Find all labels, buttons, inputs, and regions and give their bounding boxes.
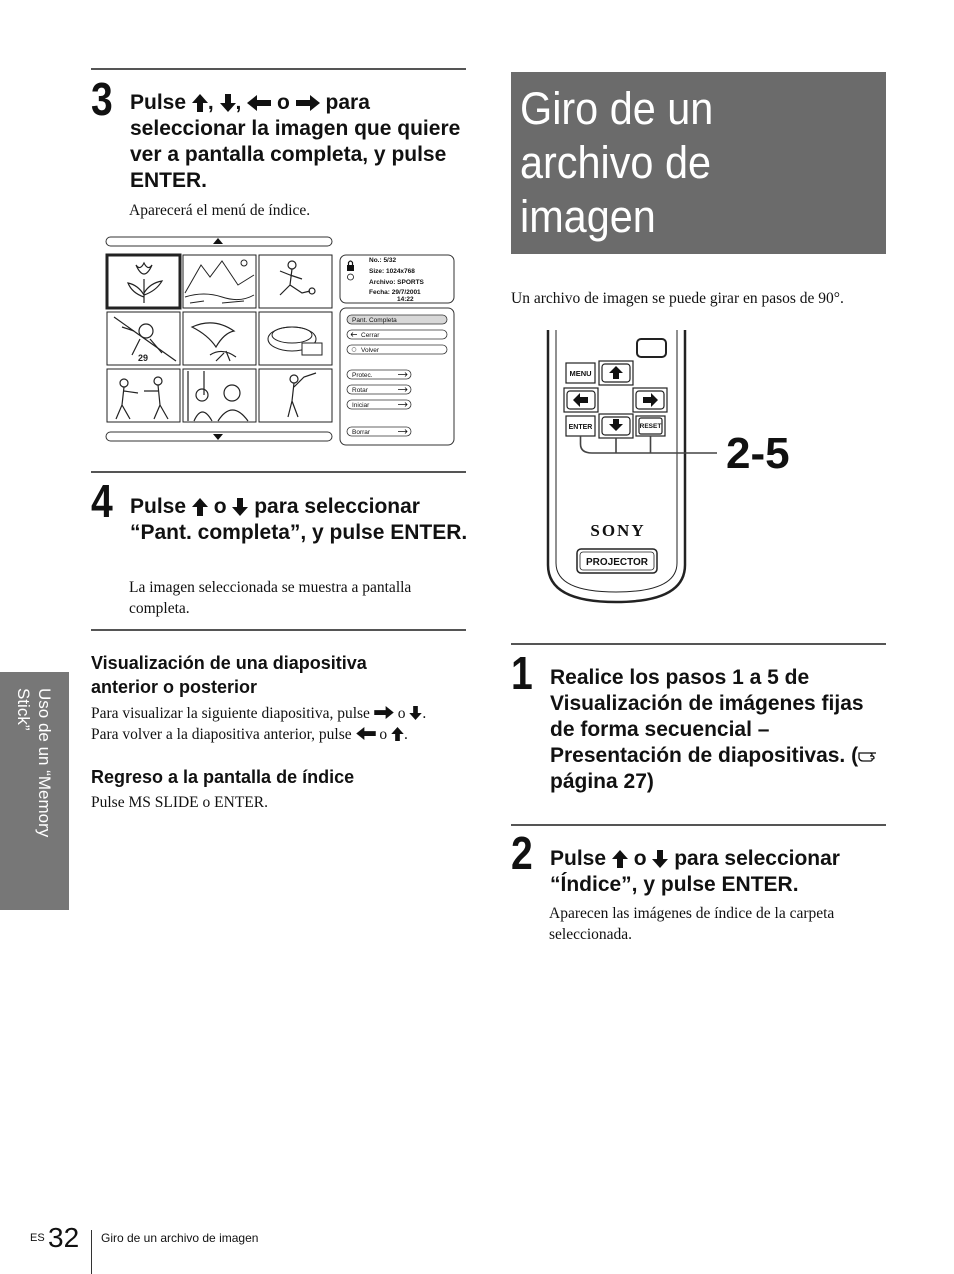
svg-text:No.: 5/32: No.: 5/32 — [369, 257, 397, 264]
step3-top-rule — [91, 68, 466, 70]
svg-text:29: 29 — [138, 353, 149, 363]
svg-text:Volver: Volver — [361, 347, 380, 354]
step1-heading: Realice los pasos 1 a 5 de Visualización de imágenes fijas de forma secuencial – Presentación de diapositivas. ( página 27) — [550, 665, 885, 795]
arrow-down-icon — [220, 94, 236, 112]
side-tab — [0, 672, 69, 910]
step3-heading: Pulse , , o para seleccionar la imagen que quiere ver a pantalla completa, y pulse ENTER. — [130, 91, 461, 192]
svg-text:Pant. Completa: Pant. Completa — [352, 317, 397, 324]
prev-next-heading: Visualización de una diapositiva anterior o posterior — [91, 653, 367, 697]
footer-lang: ES — [30, 1232, 45, 1244]
step3-number: 3 — [91, 73, 113, 125]
footer-section: Giro de un archivo de imagen — [101, 1231, 259, 1245]
step4-top-rule — [91, 471, 466, 473]
arrow-up-icon — [391, 727, 404, 741]
arrow-up-icon — [192, 94, 208, 112]
intro-text: Un archivo de imagen se puede girar en pasos de 90°. — [511, 290, 844, 307]
svg-text:14:22: 14:22 — [397, 296, 414, 303]
svg-text:RESET: RESET — [639, 423, 662, 430]
step1-number: 1 — [511, 647, 533, 699]
svg-text:Archivo: SPORTS: Archivo: SPORTS — [369, 279, 424, 286]
arrow-right-icon — [296, 95, 320, 111]
arrow-down-icon — [232, 498, 248, 516]
step2-top-rule — [511, 824, 886, 826]
remote-illustration — [540, 330, 800, 610]
step2-number: 2 — [511, 827, 533, 879]
arrow-left-icon — [247, 95, 271, 111]
svg-text:Cerrar: Cerrar — [361, 332, 380, 339]
arrow-up-icon — [192, 498, 208, 516]
svg-text:PROJECTOR: PROJECTOR — [585, 557, 649, 568]
arrow-up-icon — [612, 850, 628, 868]
return-heading: Regreso a la pantalla de índice — [91, 767, 355, 787]
side-tab-label: Uso de un “Memory Stick” — [14, 688, 54, 838]
step3-description: Aparecerá el menú de índice. — [129, 202, 311, 219]
prev-next-text: Para visualizar la siguiente diapositiva, pulse o . Para volver a la diapositiva anterior, pulse o . — [91, 705, 427, 743]
page-title: Giro de un archivo de imagen — [520, 83, 714, 242]
svg-text:2-5: 2-5 — [726, 429, 790, 478]
step1-top-rule — [511, 643, 886, 645]
arrow-down-icon — [409, 706, 422, 720]
arrow-left-icon — [356, 727, 376, 740]
footer-divider — [91, 1230, 92, 1274]
step4-description: La imagen seleccionada se muestra a pantalla completa. — [129, 579, 412, 617]
svg-text:Size: 1024x768: Size: 1024x768 — [369, 268, 415, 275]
svg-text:SONY: SONY — [590, 521, 646, 540]
step4-number: 4 — [91, 475, 113, 527]
section-rule — [91, 629, 466, 631]
arrow-down-icon — [652, 850, 668, 868]
pointing-hand-icon — [858, 747, 878, 763]
index-screen-illustration — [104, 235, 458, 447]
return-text: Pulse MS SLIDE o ENTER. — [91, 794, 268, 811]
svg-text:Iniciar: Iniciar — [352, 402, 370, 409]
arrow-right-icon — [374, 706, 394, 719]
step4-heading: Pulse o para seleccionar “Pant. completa”, y pulse ENTER. — [130, 495, 468, 544]
page-number: 32 — [48, 1222, 80, 1253]
step2-description: Aparecen las imágenes de índice de la carpeta seleccionada. — [549, 905, 835, 943]
svg-text:Fecha: 29/7/2001: Fecha: 29/7/2001 — [369, 289, 421, 296]
svg-text:Rotar: Rotar — [352, 387, 368, 394]
svg-text:Borrar: Borrar — [352, 429, 371, 436]
svg-text:ENTER: ENTER — [568, 424, 593, 431]
svg-text:MENU: MENU — [569, 369, 592, 378]
step2-heading: Pulse o para seleccionar “Índice”, y pulse ENTER. — [550, 847, 840, 896]
svg-text:Protec.: Protec. — [352, 372, 373, 379]
title-banner — [511, 72, 886, 254]
